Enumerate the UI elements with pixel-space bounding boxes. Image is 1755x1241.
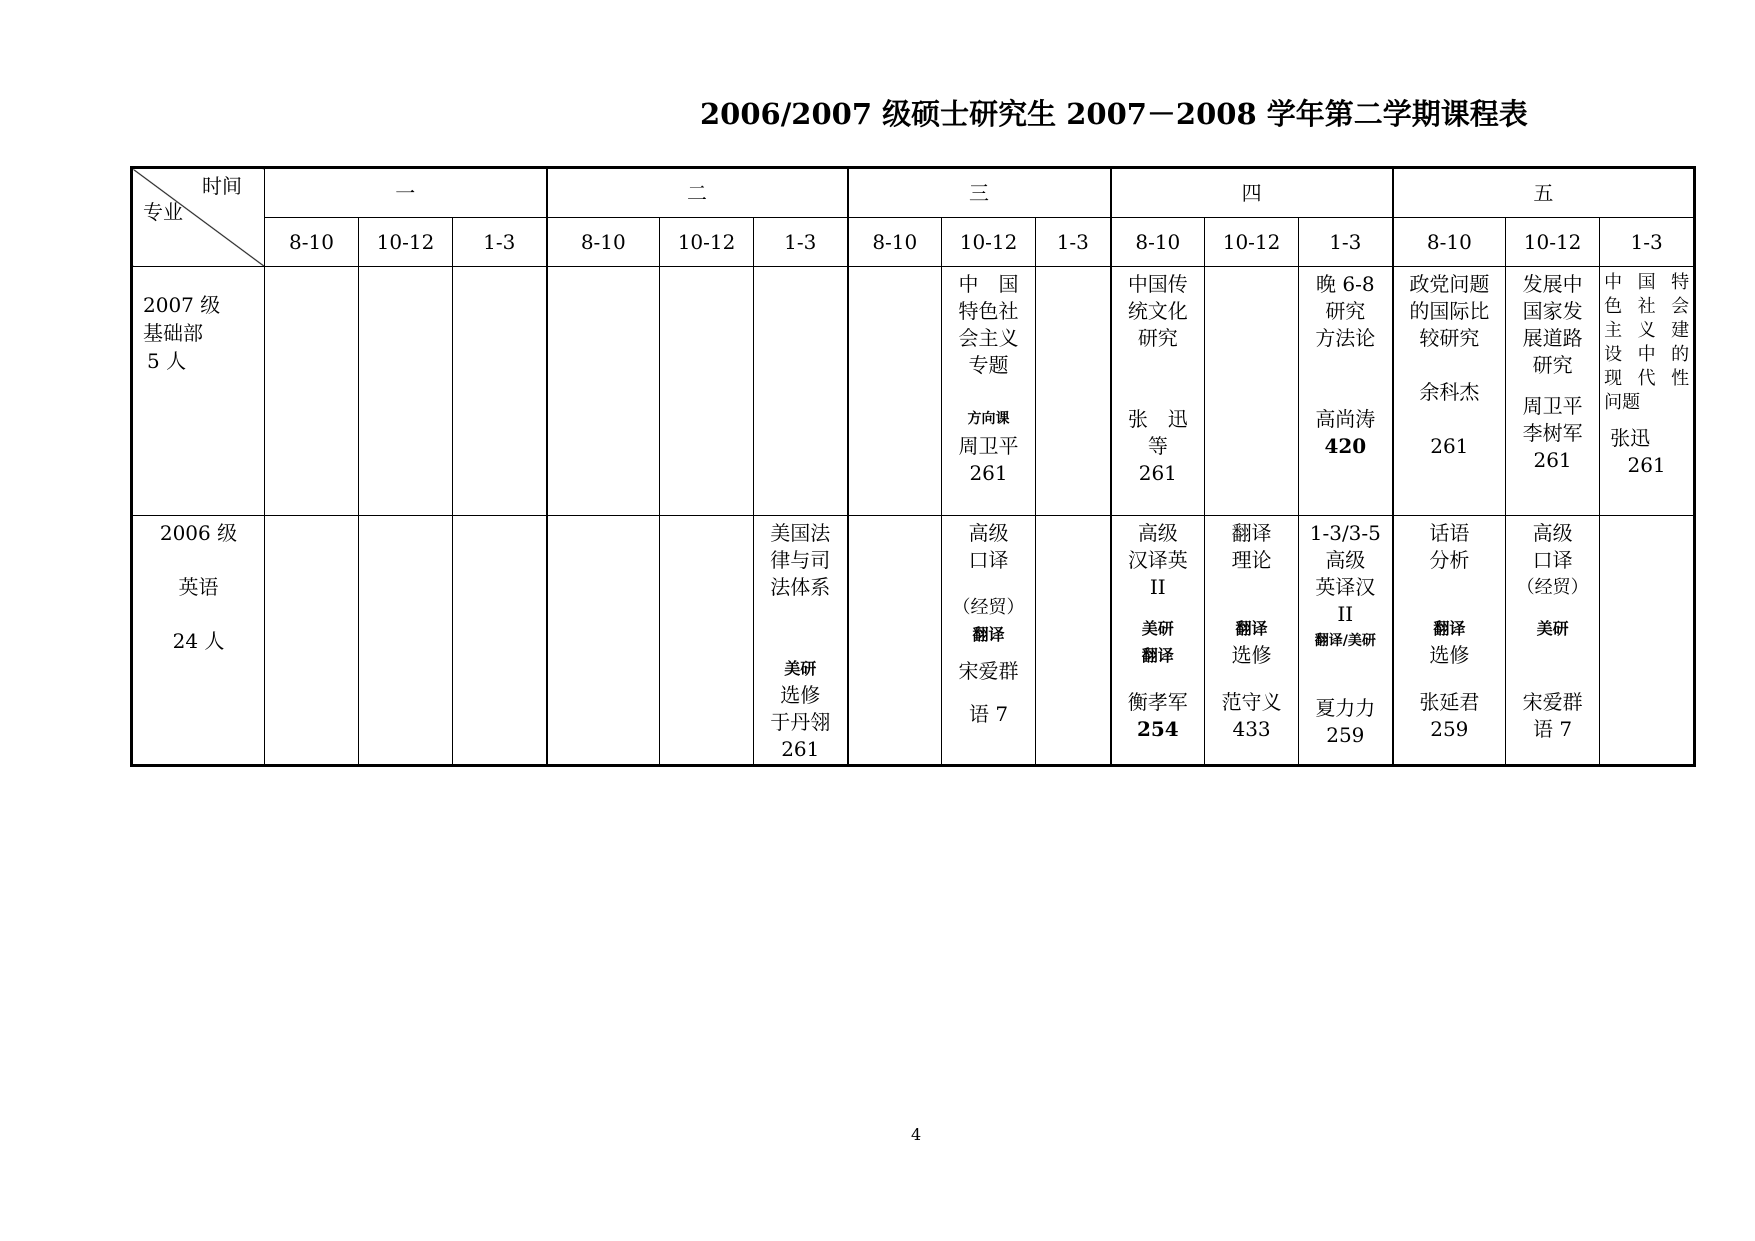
teacher-name: 范守义 [1221, 690, 1282, 714]
course-type: 美研 [784, 659, 817, 678]
course-name-line: 现代性 [1604, 368, 1690, 389]
row-label-line: 24 人 [172, 629, 225, 653]
empty-cell [265, 516, 359, 766]
room-number: 254 [1136, 717, 1179, 741]
course-cell [1299, 516, 1393, 766]
course-type: 翻译 [1235, 619, 1268, 638]
course-name-line: 中 国 [958, 272, 1019, 296]
teacher-name: 余科杰 [1419, 380, 1480, 404]
teacher-name: 于丹翎 [770, 710, 831, 734]
empty-cell [1036, 516, 1111, 766]
page-title: 2006/2007 级硕士研究生 2007－2008 学年第二学期课程表 [700, 97, 1528, 131]
room-number: 261 [1533, 448, 1572, 472]
course-name-line: 英译汉 [1315, 575, 1376, 599]
empty-cell [848, 267, 942, 516]
course-name-line: 理论 [1231, 548, 1272, 572]
course-time: 晚 6-8 [1316, 272, 1375, 296]
empty-cell [1205, 267, 1299, 516]
empty-cell [453, 267, 547, 516]
teacher-name: 张延君 [1419, 690, 1480, 714]
room-number: 261 [1138, 461, 1177, 485]
course-name-line: 法体系 [770, 575, 831, 599]
teacher-name: 等 [1147, 434, 1168, 458]
course-cell [1600, 267, 1695, 516]
major-label: 专业 [143, 200, 183, 224]
course-name-line: 中国传 [1127, 272, 1188, 296]
slot-header: 8-10 [1111, 218, 1205, 267]
course-cell [1299, 267, 1393, 516]
teacher-name: 衡孝军 [1127, 690, 1188, 714]
course-name-line: 展道路 [1522, 326, 1583, 350]
empty-cell [265, 267, 359, 516]
day-header-wed: 三 [848, 168, 1111, 218]
empty-cell [848, 516, 942, 766]
course-cell [1393, 267, 1506, 516]
course-name-line: 口译 [968, 548, 1009, 572]
course-cell [1205, 516, 1299, 766]
slot-header: 8-10 [265, 218, 359, 267]
empty-cell [1600, 516, 1695, 766]
elective-label: 选修 [1231, 643, 1272, 667]
course-name-line: 会主义 [958, 326, 1019, 350]
day-header-tue: 二 [547, 168, 848, 218]
course-name-line: 口译 [1532, 548, 1573, 572]
course-name-line: 高级 [1532, 521, 1573, 545]
course-name-line: 美国法 [770, 521, 831, 545]
room-number: 261 [969, 461, 1008, 485]
slot-header: 8-10 [1393, 218, 1506, 267]
room-number: 433 [1232, 717, 1271, 741]
course-name-line: 汉译英 [1127, 548, 1188, 572]
teacher-name: 张迅 [1610, 426, 1651, 450]
room-number: 261 [1430, 434, 1469, 458]
room-number: 261 [781, 737, 820, 761]
course-cell [1111, 516, 1205, 766]
course-type: 翻译 [1433, 619, 1466, 638]
course-name-line: 国家发 [1522, 299, 1583, 323]
schedule-table [130, 166, 1696, 767]
empty-cell [547, 516, 660, 766]
course-cell [754, 516, 848, 766]
slot-header: 1-3 [754, 218, 848, 267]
course-name-line: II [1149, 575, 1166, 599]
course-type: 美研 [1141, 619, 1174, 638]
slot-header: 1-3 [453, 218, 547, 267]
empty-cell [1036, 267, 1111, 516]
course-name-line: 特色社 [958, 299, 1019, 323]
slot-header: 10-12 [942, 218, 1036, 267]
empty-cell [359, 516, 453, 766]
empty-cell [660, 267, 754, 516]
slot-header: 1-3 [1036, 218, 1111, 267]
course-name-line: 设中的 [1604, 344, 1690, 365]
course-name-line: 方法论 [1315, 326, 1376, 350]
course-type: 翻译 [1141, 646, 1174, 665]
slot-header: 10-12 [359, 218, 453, 267]
empty-cell [359, 267, 453, 516]
slot-header: 1-3 [1299, 218, 1393, 267]
course-name-line: 的国际比 [1409, 299, 1490, 323]
teacher-name: 周卫平 [958, 434, 1019, 458]
course-name-line: 发展中 [1522, 272, 1583, 296]
room-number: 259 [1430, 717, 1469, 741]
empty-cell [453, 516, 547, 766]
room-number: 261 [1627, 453, 1666, 477]
course-cell [942, 516, 1036, 766]
room-number: 语 7 [1533, 717, 1573, 741]
course-note: （经贸） [1516, 577, 1589, 598]
time-label: 时间 [202, 174, 242, 198]
course-name-line: 主义建 [1604, 320, 1690, 341]
course-cell [942, 267, 1036, 516]
row-label-line: 2006 级 [159, 521, 238, 545]
slot-header: 8-10 [547, 218, 660, 267]
course-name-line: 色社会 [1604, 296, 1690, 317]
slot-header: 10-12 [660, 218, 754, 267]
course-name-line: 研究 [1325, 299, 1366, 323]
empty-cell [547, 267, 660, 516]
room-number: 语 7 [969, 702, 1009, 726]
teacher-name: 高尚涛 [1315, 407, 1376, 431]
course-name-line: 高级 [1325, 548, 1366, 572]
course-name-line: 研究 [1532, 353, 1573, 377]
row-label-line: 基础部 [143, 321, 203, 345]
slot-header: 10-12 [1205, 218, 1299, 267]
page-number: 4 [911, 1125, 922, 1144]
course-name-line: 较研究 [1419, 326, 1480, 350]
day-header-thu: 四 [1111, 168, 1393, 218]
course-type: 方向课 [967, 411, 1010, 427]
course-name-line: II [1337, 602, 1354, 626]
course-name-line: 专题 [968, 353, 1009, 377]
course-name-line: 问题 [1604, 392, 1641, 413]
course-cell [1111, 267, 1205, 516]
teacher-name: 张 迅 [1127, 407, 1188, 431]
course-name-line: 高级 [968, 521, 1009, 545]
row-label-line: 英语 [178, 575, 219, 599]
elective-label: 选修 [780, 683, 821, 707]
course-time: 1-3/3-5 [1309, 521, 1381, 545]
course-name-line: 研究 [1137, 326, 1178, 350]
elective-label: 选修 [1429, 643, 1470, 667]
course-note: （经贸） [952, 597, 1025, 618]
empty-cell [660, 516, 754, 766]
course-type: 美研 [1536, 619, 1569, 638]
course-cell [1506, 516, 1600, 766]
day-header-fri: 五 [1393, 168, 1695, 218]
room-number: 420 [1324, 434, 1367, 458]
course-name-line: 中国特 [1604, 272, 1690, 293]
teacher-name: 宋爱群 [958, 659, 1019, 683]
empty-cell [754, 267, 848, 516]
slot-header: 10-12 [1506, 218, 1600, 267]
day-header-mon: 一 [265, 168, 547, 218]
course-name-line: 政党问题 [1409, 272, 1490, 296]
course-name-line: 翻译 [1231, 521, 1272, 545]
course-name-line: 统文化 [1127, 299, 1188, 323]
room-number: 259 [1326, 723, 1365, 747]
course-name-line: 高级 [1137, 521, 1178, 545]
course-cell [1393, 516, 1506, 766]
row-label-line: 2007 级 [143, 293, 221, 317]
course-cell [1506, 267, 1600, 516]
teacher-name: 宋爱群 [1522, 690, 1583, 714]
course-name-line: 话语 [1429, 521, 1470, 545]
row-label-cell [132, 516, 265, 766]
teacher-name: 李树军 [1522, 421, 1583, 445]
slot-header: 8-10 [848, 218, 942, 267]
row-label-line: 5 人 [147, 349, 187, 373]
teacher-name: 周卫平 [1522, 394, 1583, 418]
course-type: 翻译/美研 [1314, 633, 1376, 649]
teacher-name: 夏力力 [1315, 696, 1376, 720]
row-label-cell [132, 267, 265, 516]
course-name-line: 律与司 [770, 548, 831, 572]
slot-header: 1-3 [1600, 218, 1695, 267]
corner-header-cell [132, 168, 265, 267]
course-name-line: 分析 [1429, 548, 1470, 572]
course-type: 翻译 [972, 625, 1005, 644]
